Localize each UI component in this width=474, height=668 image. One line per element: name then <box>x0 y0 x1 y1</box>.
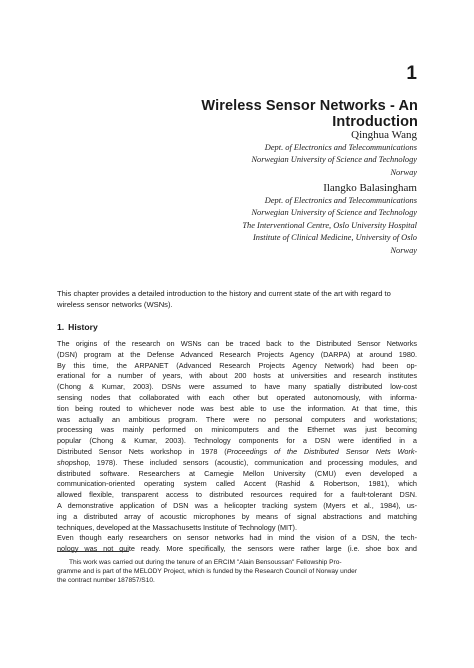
affiliation-line: Norway <box>390 167 417 177</box>
body-line: processing was mainly performed on minicomputers and the Ethernet was just becoming <box>57 425 417 435</box>
body-line: (Chong & Kumar, 2003). DSNs were assumed to have many spatially distributed low-cost <box>57 382 417 392</box>
footnote-line: gramme and is part of the MELODY Project, which is funded by the Research Council of Norway under <box>57 568 358 576</box>
body-line-part: Distributed Sensor Nets workshop in 1978 ( <box>57 446 227 456</box>
affiliation-line: Institute of Clinical Medicine, University of Oslo <box>253 233 417 243</box>
affiliation-line: Norway <box>390 245 417 255</box>
body-line: sensing nodes that collaborated with each other but operated autonomously, with informa- <box>57 392 417 402</box>
body-line: communication-oriented operating system called Accent (Rashid & Robertson, 1981), which <box>57 479 417 489</box>
chapter-number: 1 <box>406 63 417 84</box>
section-heading <box>57 322 102 332</box>
author-name: Qinghua Wang <box>351 129 417 141</box>
body-line: By this time, the ARPANET (Advanced Research Projects Agency Network) had been op- <box>57 360 417 370</box>
affiliation-line: Dept. of Electronics and Telecommunications <box>264 196 417 205</box>
body-line: erational for a number of years, with about 200 hosts at universities and research institutes <box>57 371 417 381</box>
body-line: The origins of the research on WSNs can be traced back to the Distributed Sensor Networks <box>57 339 417 348</box>
affiliation-line: The Interventional Centre, Oslo University Hospital <box>242 220 417 230</box>
footnote-line: the contract number 187857/S10. <box>57 577 155 585</box>
chapter-title: Wireless Sensor Networks - An Introduction <box>201 98 418 130</box>
affiliation-line: Norwegian University of Science and Technology <box>251 155 417 165</box>
author-name: Ilangko Balasingham <box>323 182 417 194</box>
footnote <box>57 558 417 586</box>
author-block-2 <box>242 181 417 257</box>
body-line-with-citation <box>57 458 417 469</box>
body-line: tion being routed to whichever node was best able to use the information. At that time, this <box>57 403 417 413</box>
body-line-part: shop, 1978). These included sensors (acoustic), communication and processing modules, and <box>72 457 417 467</box>
footnote-divider <box>57 551 129 552</box>
citation-italic: Proceedings of the Distributed Sensor Nets Work- <box>226 446 417 456</box>
affiliation-line: Dept. of Electronics and Telecommunications <box>264 143 417 152</box>
body-line: popular (Chong & Kumar, 2003). Technology components for a DSN were identified in a <box>57 436 417 446</box>
body-line: distributed software. Researchers at Carnegie Mellon University (CMU) even developed a <box>57 468 417 478</box>
body-line: allowed flexible, transparent access to distributed resources required for a fault-tolerant DSN. <box>57 490 417 500</box>
affiliation-line: Norwegian University of Science and Technology <box>251 208 417 218</box>
body-line: was actually an ambitious program. There were no personal computers and workstations; <box>57 414 417 424</box>
body-line: techniques, developed at the Massachusetts Institute of Technology (MIT). <box>57 522 297 532</box>
citation-italic: shop <box>57 457 73 467</box>
chapter-abstract: This chapter provides a detailed introduction to the history and current state of the art with regard to wireless sensor networks (WSNs). <box>57 289 391 309</box>
footnote-line: This work was carried out during the tenure of an ERCIM "Alain Bensoussan" Fellowship Pro- <box>69 559 342 566</box>
author-block-1 <box>251 128 417 179</box>
body-line: ing a distributed array of acoustic microphones by means of signal abstractions and matching <box>57 511 417 521</box>
body-paragraph <box>57 339 417 555</box>
body-line-with-citation <box>57 447 417 458</box>
body-line: nology was not quite ready. More specifically, the sensors were rather large (i.e. shoe box and <box>57 544 417 554</box>
body-line: (DSN) program at the Defense Advanced Research Projects Agency (DARPA) at around 1980. <box>57 349 417 359</box>
section-number: 1. <box>57 322 65 332</box>
section-title: History <box>68 322 98 332</box>
body-line: Even though early researchers on sensor networks had in mind the vision of a DSN, the tech- <box>57 533 417 543</box>
body-line: A demonstrative application of DSN was a helicopter tracking system (Myers et al., 1984), us- <box>57 500 417 510</box>
